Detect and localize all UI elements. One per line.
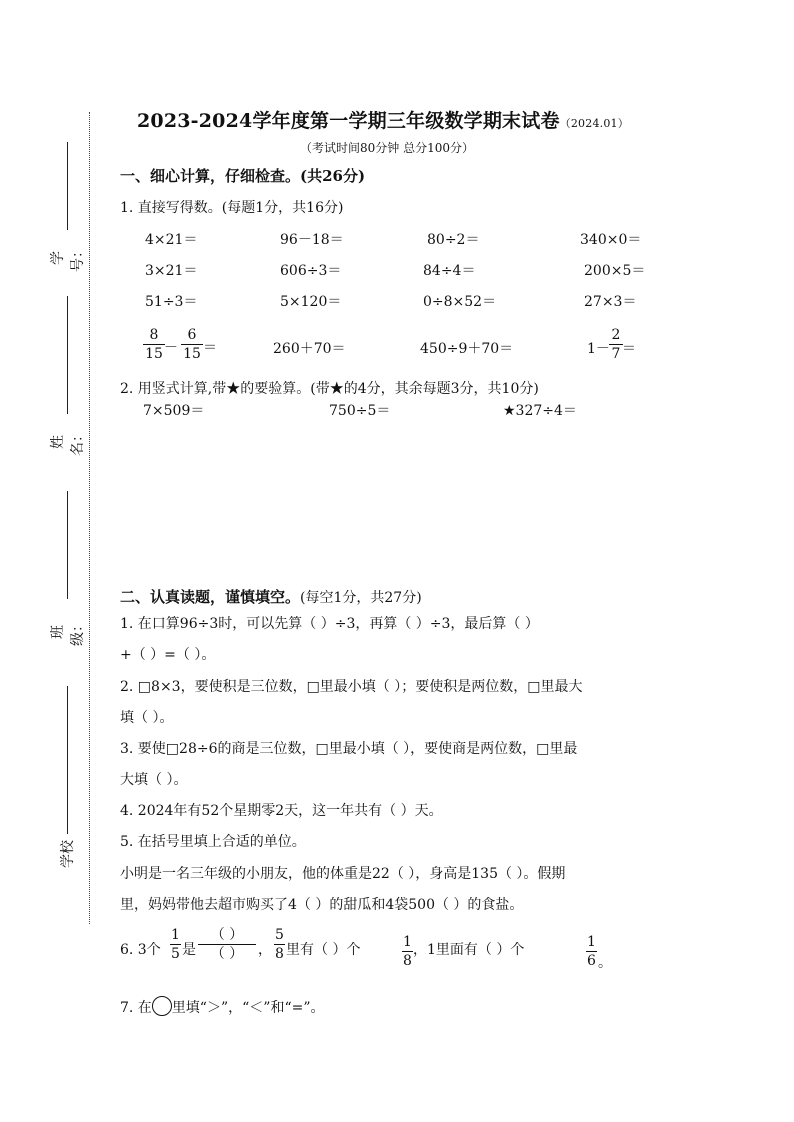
calc-r3-c2: 5×120＝	[280, 294, 342, 310]
s2-q5-label: 5. 在括号里填上合适的单位。	[120, 834, 306, 850]
calc-r4-c4-eq: ＝	[622, 341, 636, 357]
frac-denominator: 7	[611, 346, 621, 362]
calc-r4-c3: 450÷9＋70＝	[420, 341, 514, 357]
frac-numerator: （ ）	[210, 927, 244, 943]
xingming-line	[67, 296, 68, 414]
frac-numerator: 6	[187, 327, 197, 343]
xuehao-line	[67, 142, 68, 230]
exam-title	[137, 106, 629, 133]
s2-q3-line1: 3. 要使□28÷6的商是三位数，□里最小填（ ），要使商是两位数，□里最	[120, 741, 578, 757]
frac-denominator: 8	[403, 953, 412, 969]
calc-r1-c2: 96－18＝	[280, 232, 344, 248]
calc-r2-c4: 200×5＝	[584, 263, 646, 279]
s2-q6-pre: 6. 3个	[120, 942, 161, 958]
q6-frac-1-8	[402, 933, 413, 970]
s2-q5-line1: 小明是一名三年级的小朋友，他的体重是22（ ），身高是135（ ）。假期	[120, 866, 566, 882]
s2-q1-line1: 1. 在口算96÷3时，可以先算（ ）÷3，再算（ ）÷3，最后算（ ）	[120, 616, 539, 632]
s2-q4: 4. 2024年有52个星期零2天，这一年共有（ ）天。	[120, 803, 443, 819]
calc-r3-c1: 51÷3＝	[145, 294, 198, 310]
circle-blank-icon	[152, 996, 172, 1016]
s2-q6-shi: 是	[182, 942, 196, 958]
calc-r4-c4-pre: 1－	[587, 341, 610, 357]
binding-dotted-line	[89, 112, 90, 924]
s2-q1-line2: +（ ）=（ ）。	[120, 647, 216, 663]
minus-sign: －	[164, 340, 178, 356]
q6-blank-fraction	[198, 926, 256, 963]
s2-q7	[120, 996, 325, 1017]
calc-r1-c4: 340×0＝	[580, 232, 642, 248]
q6-frac-1-6	[586, 933, 597, 970]
calc-r3-c4: 27×3＝	[584, 294, 637, 310]
calc-r1-c1: 4×21＝	[145, 232, 198, 248]
calc-r2-c1: 3×21＝	[145, 263, 198, 279]
banji-line	[67, 491, 68, 599]
frac-denominator: 5	[171, 946, 180, 962]
calc-r4-c2: 260＋70＝	[273, 341, 346, 357]
frac-8-15	[143, 326, 165, 363]
frac-2-7	[609, 326, 623, 363]
calc-r2-c3: 84÷4＝	[423, 263, 476, 279]
s2-q6-mid: ，1里面有（ ）个	[413, 942, 525, 958]
section2-heading-note: (每空1分，共27分)	[300, 590, 422, 606]
s2-q2-line1: 2. □8×3，要使积是三位数，□里最小填（ ）；要使积是两位数，□里最大	[120, 679, 583, 695]
frac-denominator: 8	[275, 946, 284, 962]
s2-q5-line2: 里，妈妈带他去超市购买了4（ ）的甜瓜和4袋500（ ）的食盐。	[120, 897, 524, 913]
s1-q1-label: 1. 直接写得数。(每题1分，共16分)	[120, 200, 344, 216]
banji-label: 班级：	[50, 618, 86, 646]
section2-heading	[120, 586, 422, 607]
frac-6-15	[181, 326, 203, 363]
section2-heading-text: 二、认真读题，谨慎填空。	[120, 588, 301, 606]
exam-subtitle: （考试时间80分钟 总分100分）	[300, 141, 474, 155]
title-text: 2023-2024学年度第一学期三年级数学期末试卷	[137, 110, 560, 132]
s2-q6-comma: ，	[258, 942, 272, 958]
xingming-label: 姓名：	[50, 428, 86, 456]
frac-numerator: 1	[587, 934, 596, 950]
frac-numerator: 1	[171, 927, 180, 943]
q6-frac-1-5	[170, 926, 181, 963]
frac-denominator: （ ）	[210, 946, 244, 962]
frac-denominator: 15	[183, 346, 201, 362]
frac-numerator: 1	[403, 934, 412, 950]
frac-denominator: 6	[587, 953, 596, 969]
equals-sign: ＝	[203, 340, 217, 356]
vertical-calc-2: 750÷5＝	[329, 403, 391, 419]
xuexiao-line	[67, 686, 68, 834]
vertical-calc-3: ★327÷4＝	[503, 403, 577, 419]
s2-q3-line2: 大填（ ）。	[120, 772, 188, 788]
xuexiao-label: 学校	[60, 840, 76, 868]
frac-numerator: 2	[611, 327, 621, 343]
s2-q2-line2: 填（ ）。	[120, 710, 174, 726]
xuehao-label: 学号：	[50, 244, 86, 272]
q6-frac-5-8	[274, 926, 285, 963]
calc-r1-c3: 80÷2＝	[427, 232, 480, 248]
s1-q2-label: 2. 用竖式计算,带★的要验算。(带★的4分，其余每题3分，共10分)	[120, 381, 539, 397]
frac-numerator: 5	[275, 927, 284, 943]
calc-r3-c3: 0÷8×52＝	[423, 294, 497, 310]
title-date: （2024.01）	[559, 117, 629, 130]
vertical-calc-1: 7×509＝	[143, 403, 205, 419]
calc-r2-c2: 606÷3＝	[280, 263, 342, 279]
q7-pre: 7. 在	[120, 1000, 152, 1016]
q7-post: 里填“＞”，“＜”和“=”。	[171, 1000, 325, 1016]
frac-denominator: 15	[145, 346, 163, 362]
s2-q6-liyou: 里有（ ）个	[286, 942, 361, 958]
section1-heading: 一、细心计算，仔细检查。(共26分)	[120, 167, 366, 185]
s2-q6-end: 。	[598, 955, 612, 971]
frac-numerator: 8	[149, 327, 159, 343]
